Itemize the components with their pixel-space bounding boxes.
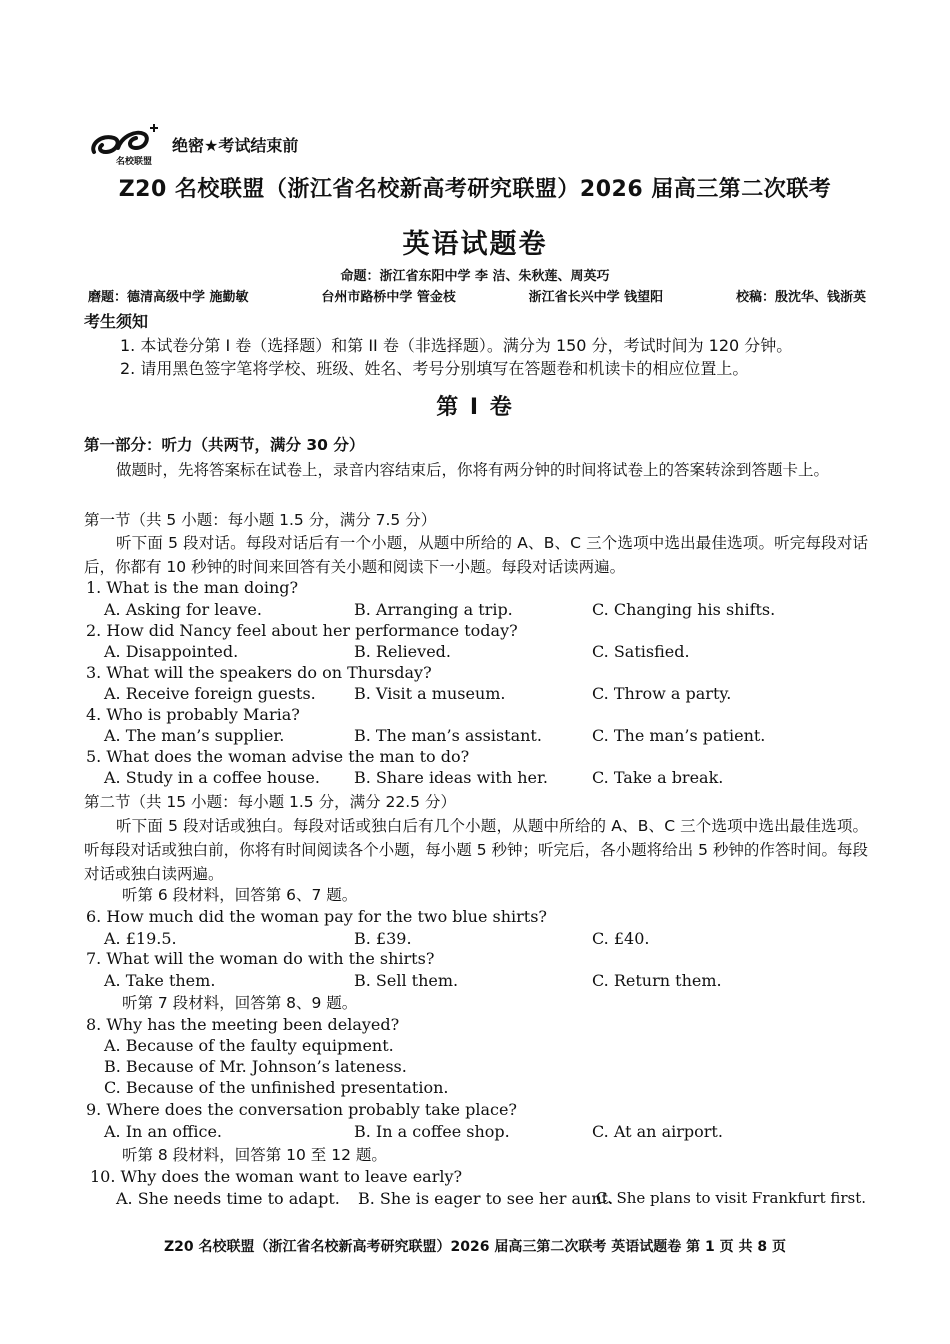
material-8-instruction: 听第 8 段材料，回答第 10 至 12 题。 [122,1146,387,1164]
reviewer-1: 磨题：德清高级中学 施勤敏 [88,290,249,305]
option-b: B. £39. [354,929,412,948]
option-c: C. Changing his shifts. [592,600,776,619]
question-3: 3. What will the speakers do on Thursday? [86,663,432,682]
question-1: 1. What is the man doing? [86,578,299,597]
question-8: 8. Why has the meeting been delayed? [86,1015,400,1034]
part1-instruction: 做题时，先将答案标在试卷上，录音内容结束后，你将有两分钟的时间将试卷上的答案转涂到答题卡上。 [116,461,830,479]
option-a: A. Take them. [104,971,216,990]
notice-item: 2. 请用黑色签字笔将学校、班级、姓名、考号分别填写在答题卷和机读卡的相应位置上。 [120,359,749,378]
notice-item: 1. 本试卷分第 I 卷（选择题）和第 II 卷（非选择题）。满分为 150 分，考试时间为 120 分钟。 [120,336,793,355]
option-c: C. Take a break. [592,768,724,787]
option-c: C. Because of the unfinished presentation. [104,1078,449,1097]
material-6-instruction: 听第 6 段材料，回答第 6、7 题。 [122,886,358,904]
question-4: 4. Who is probably Maria? [86,705,300,724]
material-7-instruction: 听第 7 段材料，回答第 8、9 题。 [122,994,358,1012]
section1-instruction: 听下面 5 段对话。每段对话后有一个小题，从题中所给的 A、B、C 三个选项中选出最佳选项。听完每段对话后，你都有 10 秒钟的时间来回答有关小题和阅读下一小题。每段对话读两遍。 [84,534,868,576]
option-a: A. She needs time to adapt. [116,1189,340,1208]
secret-label: 绝密★考试结束前 [172,136,299,155]
option-b: B. The man’s assistant. [354,726,542,745]
option-a: A. In an office. [104,1122,222,1141]
option-c: C. Throw a party. [592,684,732,703]
option-c: C. £40. [592,929,650,948]
question-7: 7. What will the woman do with the shirts? [86,949,435,968]
question-10: 10. Why does the woman want to leave early? [90,1167,463,1186]
option-c: C. She plans to visit Frankfurt first. [596,1189,867,1207]
alliance-logo [88,118,168,168]
part1-heading: 第一部分：听力（共两节，满分 30 分） [84,436,365,454]
question-5: 5. What does the woman advise the man to do? [86,747,470,766]
option-a: A. Asking for leave. [104,600,262,619]
option-b: B. Sell them. [354,971,459,990]
option-c: C. Satisfied. [592,642,690,661]
option-b: B. Relieved. [354,642,451,661]
question-2: 2. How did Nancy feel about her performance today? [86,621,518,640]
option-a: A. £19.5. [104,929,177,948]
volume-title: 第 I 卷 [436,395,514,420]
option-a: A. Receive foreign guests. [104,684,316,703]
reviewer-line [88,286,866,305]
reviewer-3: 浙江省长兴中学 钱望阳 [528,290,664,305]
header-logo-row [88,118,298,168]
option-c: C. The man’s patient. [592,726,766,745]
notice-heading: 考生须知 [84,312,149,331]
option-b: B. She is eager to see her aunt. [358,1189,614,1208]
option-a: A. The man’s supplier. [104,726,285,745]
option-c: C. Return them. [592,971,722,990]
reviewer-2: 台州市路桥中学 管金枝 [321,290,456,305]
option-b: B. Arranging a trip. [354,600,513,619]
option-b: B. Visit a museum. [354,684,506,703]
question-9: 9. Where does the conversation probably take place? [86,1100,517,1119]
option-a: A. Study in a coffee house. [104,768,320,787]
exam-subtitle: 英语试题卷 [402,229,548,260]
option-b: B. In a coffee shop. [354,1122,510,1141]
option-a: A. Disappointed. [104,642,239,661]
section2-heading: 第二节（共 15 小题：每小题 1.5 分，满分 22.5 分） [84,793,456,811]
logo-label: 名校联盟 [116,157,153,167]
proofreader: 校稿：殷沈华、钱浙英 [735,290,866,305]
option-a: A. Because of the faulty equipment. [104,1036,394,1055]
page-footer: Z20 名校联盟（浙江省名校新高考研究联盟）2026 届高三第二次联考 英语试题卷 第 1 页 共 8 页 [164,1239,786,1255]
section1-heading: 第一节（共 5 小题：每小题 1.5 分，满分 7.5 分） [84,511,437,529]
option-c: C. At an airport. [592,1122,723,1141]
question-6: 6. How much did the woman pay for the two blue shirts? [86,907,547,926]
exam-title: Z20 名校联盟（浙江省名校新高考研究联盟）2026 届高三第二次联考 [118,177,832,202]
section2-instruction: 听下面 5 段对话或独白。每段对话或独白后有几个小题，从题中所给的 A、B、C 三个选项中选出最佳选项。听每段对话或独白前，你将有时间阅读各个小题，每小题 5 秒钟；听完后，各小题将给出 5 秒钟的作答时间。每段对话或独白读两遍。 [84,817,868,883]
proposer-line: 命题：浙江省东阳中学 李 洁、朱秋莲、周英巧 [340,269,610,284]
option-b: B. Share ideas with her. [354,768,548,787]
option-b: B. Because of Mr. Johnson’s lateness. [104,1057,407,1076]
